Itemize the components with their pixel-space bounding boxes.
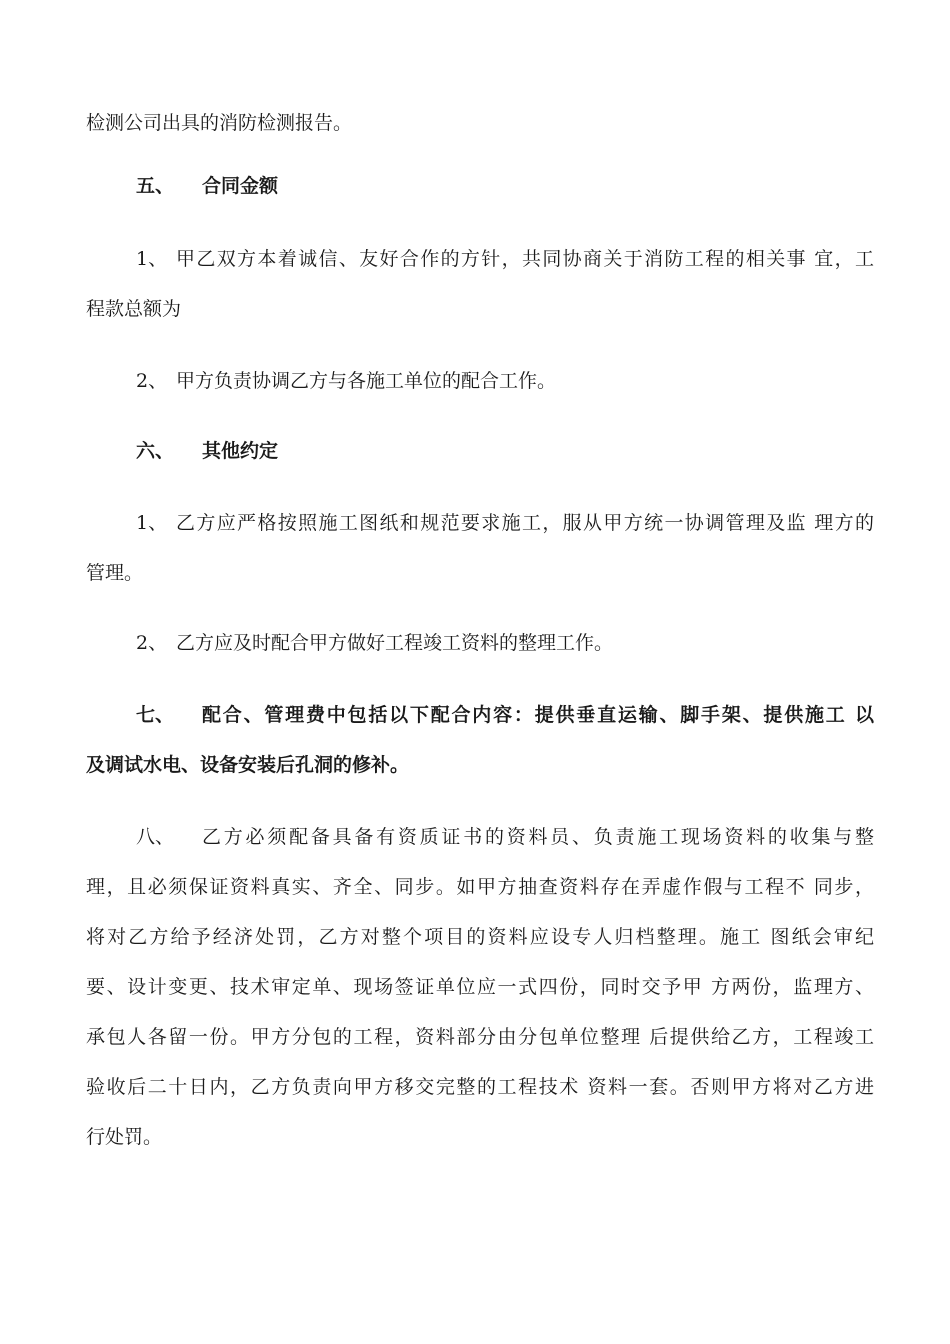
section-text-cont: 理，且必须保证资料真实、齐全、同步。如甲方抽查资料存在弄虚作假与工程不 同步，	[86, 876, 874, 898]
paragraph-text: 检测公司出具的消防检测报告。	[86, 112, 353, 134]
section-title: 其他约定	[202, 440, 279, 462]
section-text-cont: 将对乙方给予经济处罚，乙方对整个项目的资料应设专人归档整理。施工 图纸会审纪	[86, 926, 874, 948]
item-text: 甲方负责协调乙方与各施工单位的配合工作。	[176, 370, 557, 392]
section-number: 八、	[136, 826, 175, 848]
item-number: 1、	[136, 248, 168, 270]
section-number: 七、	[136, 704, 175, 726]
section-text-cont: 验收后二十日内，乙方负责向甲方移交完整的工程技术 资料一套。否则甲方将对乙方进	[86, 1076, 874, 1098]
item-number: 2、	[136, 370, 168, 392]
section-text-cont: 及调试水电、设备安装后孔洞的修补。	[86, 754, 410, 776]
item-text-cont: 程款总额为	[86, 298, 182, 320]
item-text-cont: 管理。	[86, 562, 144, 584]
item-number: 1、	[136, 512, 168, 534]
section-title: 合同金额	[202, 175, 279, 197]
section-text-cont: 要、设计变更、技术审定单、现场签证单位应一式四份，同时交予甲 方两份，监理方、	[86, 976, 874, 998]
section-text: 配合、管理费中包括以下配合内容：提供垂直运输、脚手架、提供施工 以	[202, 704, 874, 726]
item-text: 乙方应严格按照施工图纸和规范要求施工，服从甲方统一协调管理及监 理方的	[176, 512, 874, 534]
section-text: 乙方必须配备具备有资质证书的资料员、负责施工现场资料的收集与整	[202, 826, 874, 848]
section-text-cont: 承包人各留一份。甲方分包的工程，资料部分由分包单位整理 后提供给乙方，工程竣工	[86, 1026, 874, 1048]
section-text-cont: 行处罚。	[86, 1126, 163, 1148]
item-text: 甲乙双方本着诚信、友好合作的方针，共同协商关于消防工程的相关事 宜，工	[176, 248, 874, 270]
section-number: 六、	[136, 440, 175, 462]
item-text: 乙方应及时配合甲方做好工程竣工资料的整理工作。	[176, 632, 614, 654]
item-number: 2、	[136, 632, 168, 654]
section-number: 五、	[136, 175, 175, 197]
